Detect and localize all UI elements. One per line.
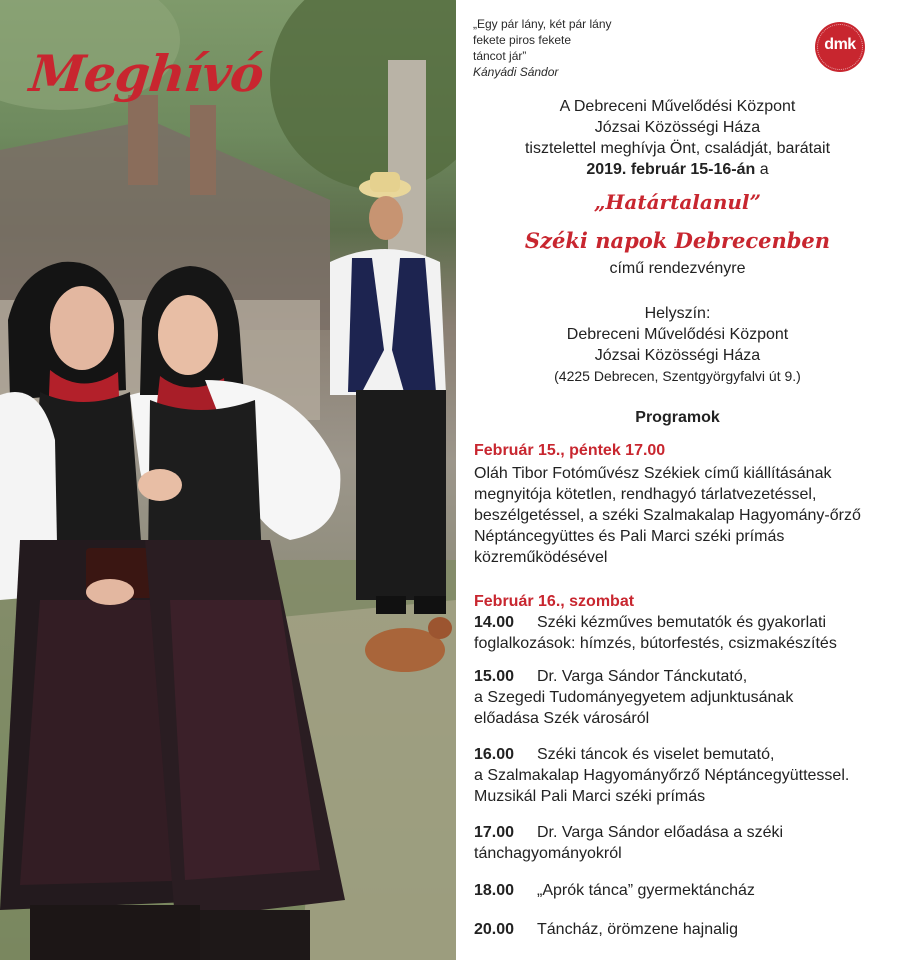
organizer-line: Józsai Közösségi Háza [594, 119, 761, 136]
program-time: 18.00 [474, 882, 515, 899]
day2-label: Február 16., szombat [474, 593, 635, 610]
program-item [474, 744, 899, 807]
date-line [456, 159, 899, 180]
intro-block [456, 96, 899, 180]
day1-label: Február 15., péntek 17.00 [474, 442, 666, 459]
venue-name: Debreceni Művelődési Központ [566, 326, 789, 343]
program-line: tánchagyományokról [474, 845, 622, 862]
event-date: 2019. február 15-16-án [586, 161, 756, 178]
program-time: 15.00 [474, 668, 515, 685]
program-line: foglalkozások: hímzés, bútorfestés, csizmakészítés [474, 635, 837, 652]
logo-text: dmk [824, 36, 856, 53]
program-time: 16.00 [474, 746, 515, 763]
dmk-logo [815, 22, 865, 72]
quote-line: fekete piros fekete [473, 33, 572, 47]
program-line: előadása Szék városáról [474, 710, 650, 727]
program-item [474, 919, 899, 940]
venue-label: Helyszín: [644, 305, 711, 322]
quote-line: „Egy pár lány, két pár lány [473, 17, 612, 31]
day1-description: Oláh Tibor Fotóművész Székiek című kiállításának megnyitója kötetlen, rendhagyó tárlatvezetéssel, beszélgetéssel, a széki Szalmakalap Hagyomány-őrző Néptáncegyüttes és Pali Marci széki prímás közreműködésével [474, 465, 861, 566]
program-item [474, 880, 899, 901]
program-line: „Aprók tánca” gyermektáncház [537, 882, 755, 899]
poem-quote [473, 16, 612, 80]
program-time: 17.00 [474, 824, 515, 841]
program-line: Széki táncok és viselet bemutató, [537, 746, 775, 763]
event-title-line1: „Határtalanul” [593, 190, 762, 214]
invitation-line: tisztelettel meghívja Önt, családját, barátait [524, 140, 831, 157]
quote-line: táncot jár” [473, 49, 527, 63]
program-line: Dr. Varga Sándor előadása a széki [537, 824, 784, 841]
program-line: Dr. Varga Sándor Tánckutató, [537, 668, 748, 685]
venue-block [456, 303, 899, 387]
program-time: 14.00 [474, 614, 515, 631]
program-line: a Szegedi Tudományegyetem adjunktusának [474, 689, 794, 706]
quote-author: Kányádi Sándor [473, 65, 559, 79]
program-item [474, 666, 899, 729]
programs-heading: Programok [635, 409, 720, 426]
program-item [474, 822, 899, 864]
event-subtitle: című rendezvényre [609, 260, 746, 277]
date-suffix: a [755, 161, 769, 178]
program-line: a Szalmakalap Hagyományőrző Néptáncegyüttessel. [474, 767, 850, 784]
event-title-line2: Széki napok Debrecenben [524, 228, 831, 253]
program-item [474, 612, 899, 654]
program-time: 20.00 [474, 921, 515, 938]
venue-address: (4225 Debrecen, Szentgyörgyfalvi út 9.) [554, 368, 801, 384]
organizer-line: A Debreceni Művelődési Központ [559, 98, 796, 115]
program-line: Muzsikál Pali Marci széki prímás [474, 788, 706, 805]
invitation-title: Meghívó [26, 44, 266, 103]
program-line: Széki kézműves bemutatók és gyakorlati [537, 614, 827, 631]
venue-name: Józsai Közösségi Háza [594, 347, 761, 364]
program-line: Táncház, örömzene hajnalig [537, 921, 739, 938]
